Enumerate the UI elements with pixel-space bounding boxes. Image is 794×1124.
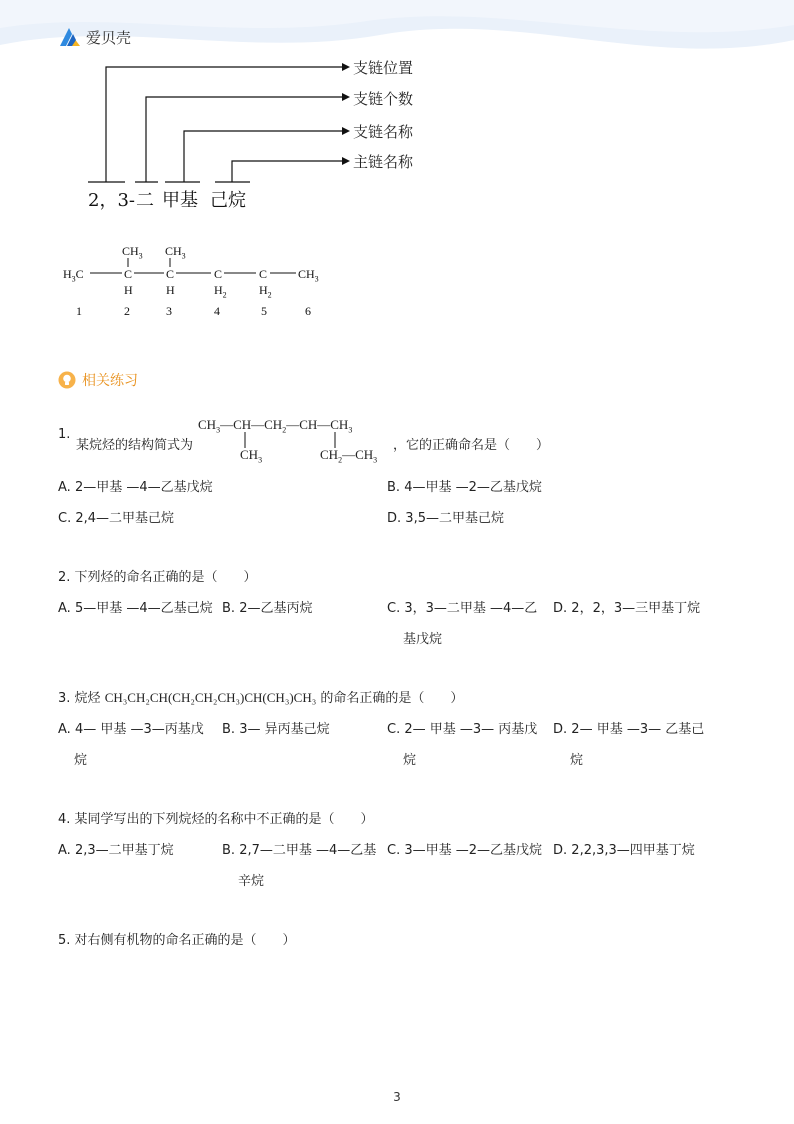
question-2-option-c[interactable]: C. 3，3—二甲基 —4—乙 — [387, 601, 538, 616]
question-4-text: 4. 某同学写出的下列烷烃的名称中不正确的是（ ） — [58, 812, 374, 827]
question-1-option-d[interactable]: D. 3,5—二甲基己烷 — [387, 511, 504, 526]
question-4-option-a[interactable]: A. 2,3—二甲基丁烷 — [58, 843, 174, 858]
question-4-option-b-cont: 辛烷 — [238, 874, 265, 889]
methyl-left: $H_3C$ — [63, 267, 84, 284]
question-1-formula-bottom-right: $CH_2—CH_3$ — [320, 447, 378, 465]
question-1-number: 1. — [58, 427, 71, 442]
methyl-top-1: $CH_3$ — [122, 244, 143, 261]
carbon-4: C — [214, 267, 223, 281]
atom-number-3: 3 — [166, 304, 172, 318]
name-part-branch: 甲基 — [162, 190, 198, 211]
atom-number-6: 6 — [305, 304, 311, 318]
label-branch-name: 支链名称 — [353, 123, 414, 141]
section-title: 相关练习 — [82, 373, 138, 389]
question-3-option-a[interactable]: A. 4— 甲基 —3—丙基戊 — [58, 722, 204, 737]
atom-number-2: 2 — [124, 304, 130, 318]
label-main-chain: 主链名称 — [353, 153, 414, 171]
question-3-option-b[interactable]: B. 3— 异丙基己烷 — [222, 722, 330, 737]
structural-formula-bonds — [0, 0, 340, 320]
question-1-option-b[interactable]: B. 4—甲基 —2—乙基戊烷 — [387, 480, 542, 495]
section-header — [58, 370, 138, 390]
question-3-option-c[interactable]: C. 2— 甲基 —3— 丙基戊 — [387, 722, 538, 737]
question-1-formula-bottom-left: $CH_3$ — [240, 447, 263, 465]
carbon-3: C — [166, 267, 175, 281]
carbon-5: C — [259, 267, 268, 281]
question-1-option-c[interactable]: C. 2,4—二甲基己烷 — [58, 511, 175, 526]
question-3-option-d[interactable]: D. 2— 甲基 —3— 乙基己 — [553, 722, 705, 737]
question-1-text-after: ，它的正确命名是（ ） — [393, 438, 550, 453]
atom-number-4: 4 — [214, 304, 220, 318]
question-2-text: 2. 下列烃的命名正确的是（ ） — [58, 570, 257, 585]
hydrogen-5: $H_2$ — [259, 283, 272, 300]
atom-number-1: 1 — [76, 304, 82, 318]
label-branch-count: 支链个数 — [353, 90, 414, 108]
carbon-2: C — [124, 267, 133, 281]
question-1-text-before: 某烷烃的结构简式为 — [76, 438, 194, 453]
brand-name: 爱贝壳 — [86, 28, 132, 47]
question-5-text: 5. 对右侧有机物的命名正确的是（ ） — [58, 933, 296, 948]
question-3-text: 3. 烷烃 CH₃CH₂CH(CH₂CH₂CH₃)CH(CH₃)CH₃ 的命名正确的是（ ） — [58, 690, 464, 706]
question-2-option-b[interactable]: B. 2—乙基丙烷 — [222, 601, 313, 616]
question-3-option-d-cont: 烷 — [570, 753, 584, 768]
question-2-option-c-cont: 基戊烷 — [403, 632, 443, 647]
question-4-option-d[interactable]: D. 2,2,3,3—四甲基丁烷 — [553, 843, 695, 858]
question-1-option-a[interactable]: A. 2—甲基 —4—乙基戊烷 — [58, 480, 213, 495]
question-3-option-a-cont: 烷 — [74, 753, 88, 768]
methyl-top-2: $CH_3$ — [165, 244, 186, 261]
question-4-option-c[interactable]: C. 3—甲基 —2—乙基戊烷 — [387, 843, 543, 858]
name-part-position: 2，3- — [88, 190, 135, 211]
atom-number-5: 5 — [261, 304, 267, 318]
question-2-option-d[interactable]: D. 2，2，3—三甲基丁烷 — [553, 601, 701, 616]
label-branch-position: 支链位置 — [353, 59, 414, 77]
question-2-option-a[interactable]: A. 5—甲基 —4—乙基己烷 — [58, 601, 213, 616]
name-part-count: 二 — [136, 190, 154, 211]
name-part-chain: 己烷 — [210, 190, 246, 211]
question-3-option-c-cont: 烷 — [403, 753, 417, 768]
hydrogen-3: H — [166, 283, 175, 297]
hydrogen-4: $H_2$ — [214, 283, 227, 300]
question-1-formula-top: $CH_3—CH—CH_2—CH—CH_3$ — [198, 417, 353, 435]
methyl-right: $CH_3$ — [298, 267, 319, 284]
page-number: 3 — [393, 1090, 401, 1104]
question-4-option-b[interactable]: B. 2,7—二甲基 —4—乙基 — [222, 843, 377, 858]
lightbulb-icon — [58, 371, 76, 389]
question-3-formula: CH₃CH₂CH(CH₂CH₂CH₃)CH(CH₃)CH₃ — [104, 690, 317, 705]
hydrogen-2: H — [124, 283, 133, 297]
